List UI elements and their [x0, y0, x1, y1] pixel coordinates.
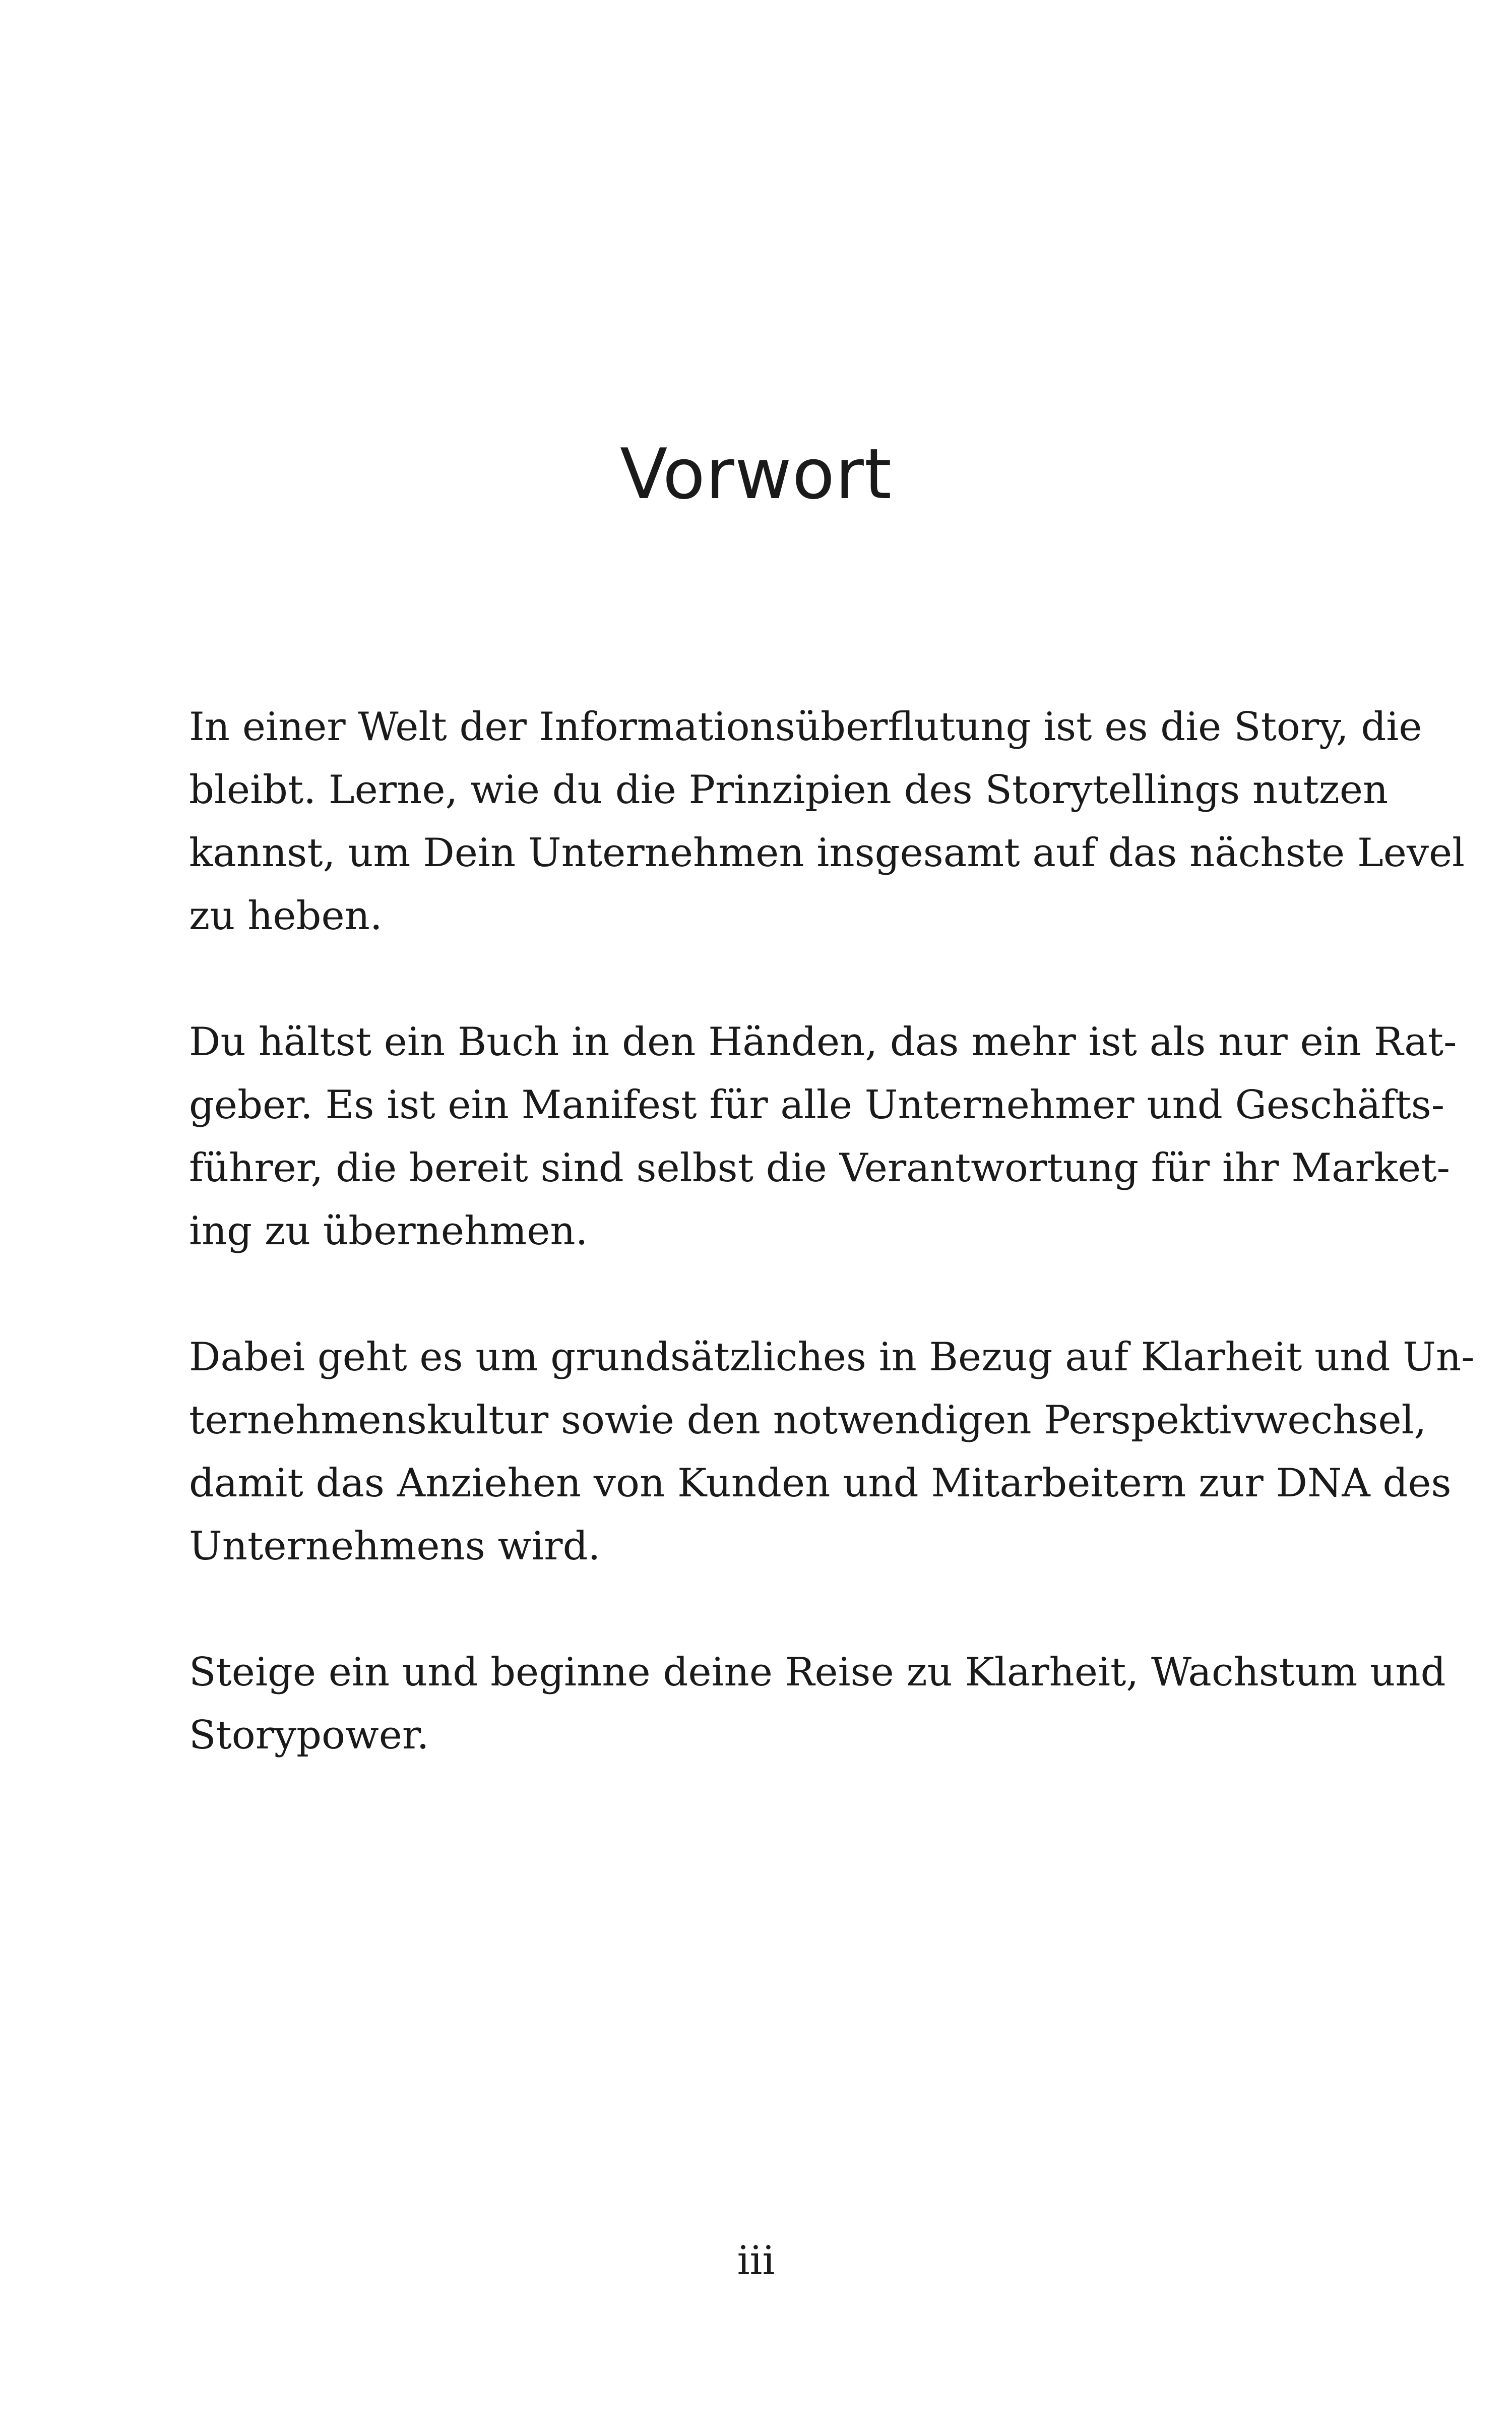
chapter-title: Vorwort	[620, 434, 892, 515]
text-line: geber. Es ist ein Manifest für alle Unternehmer und Geschäfts-	[189, 1082, 1445, 1128]
text-line: Unternehmens wird.	[189, 1524, 601, 1569]
text-line: Steige ein und beginne deine Reise zu Klarheit, Wachstum und	[189, 1650, 1446, 1695]
text-line: ternehmenskultur sowie den notwendigen Perspektivwechsel,	[189, 1398, 1427, 1443]
text-line: bleibt. Lerne, wie du die Prinzipien des Storytellings nutzen	[189, 767, 1389, 813]
paragraph-2	[189, 1011, 1457, 1263]
paragraph-4	[189, 1641, 1446, 1767]
text-line: kannst, um Dein Unternehmen insgesamt auf das nächste Level	[189, 830, 1465, 876]
text-line: zu heben.	[189, 893, 383, 939]
paragraph-1	[189, 696, 1465, 948]
text-line: ing zu übernehmen.	[189, 1208, 588, 1254]
text-line: Storypower.	[189, 1713, 429, 1758]
text-line: führer, die bereit sind selbst die Verantwortung für ihr Market-	[189, 1145, 1451, 1191]
paragraph-3	[189, 1326, 1475, 1578]
text-line: In einer Welt der Informationsüberflutung ist es die Story, die	[189, 704, 1422, 750]
text-line: Dabei geht es um grundsätzliches in Bezug auf Klarheit und Un-	[189, 1335, 1475, 1380]
body-text	[189, 696, 1475, 1830]
page-number: iii	[737, 2238, 775, 2283]
text-line: Du hältst ein Buch in den Händen, das mehr ist als nur ein Rat-	[189, 1019, 1457, 1065]
text-line: damit das Anziehen von Kunden und Mitarbeitern zur DNA des	[189, 1461, 1452, 1506]
